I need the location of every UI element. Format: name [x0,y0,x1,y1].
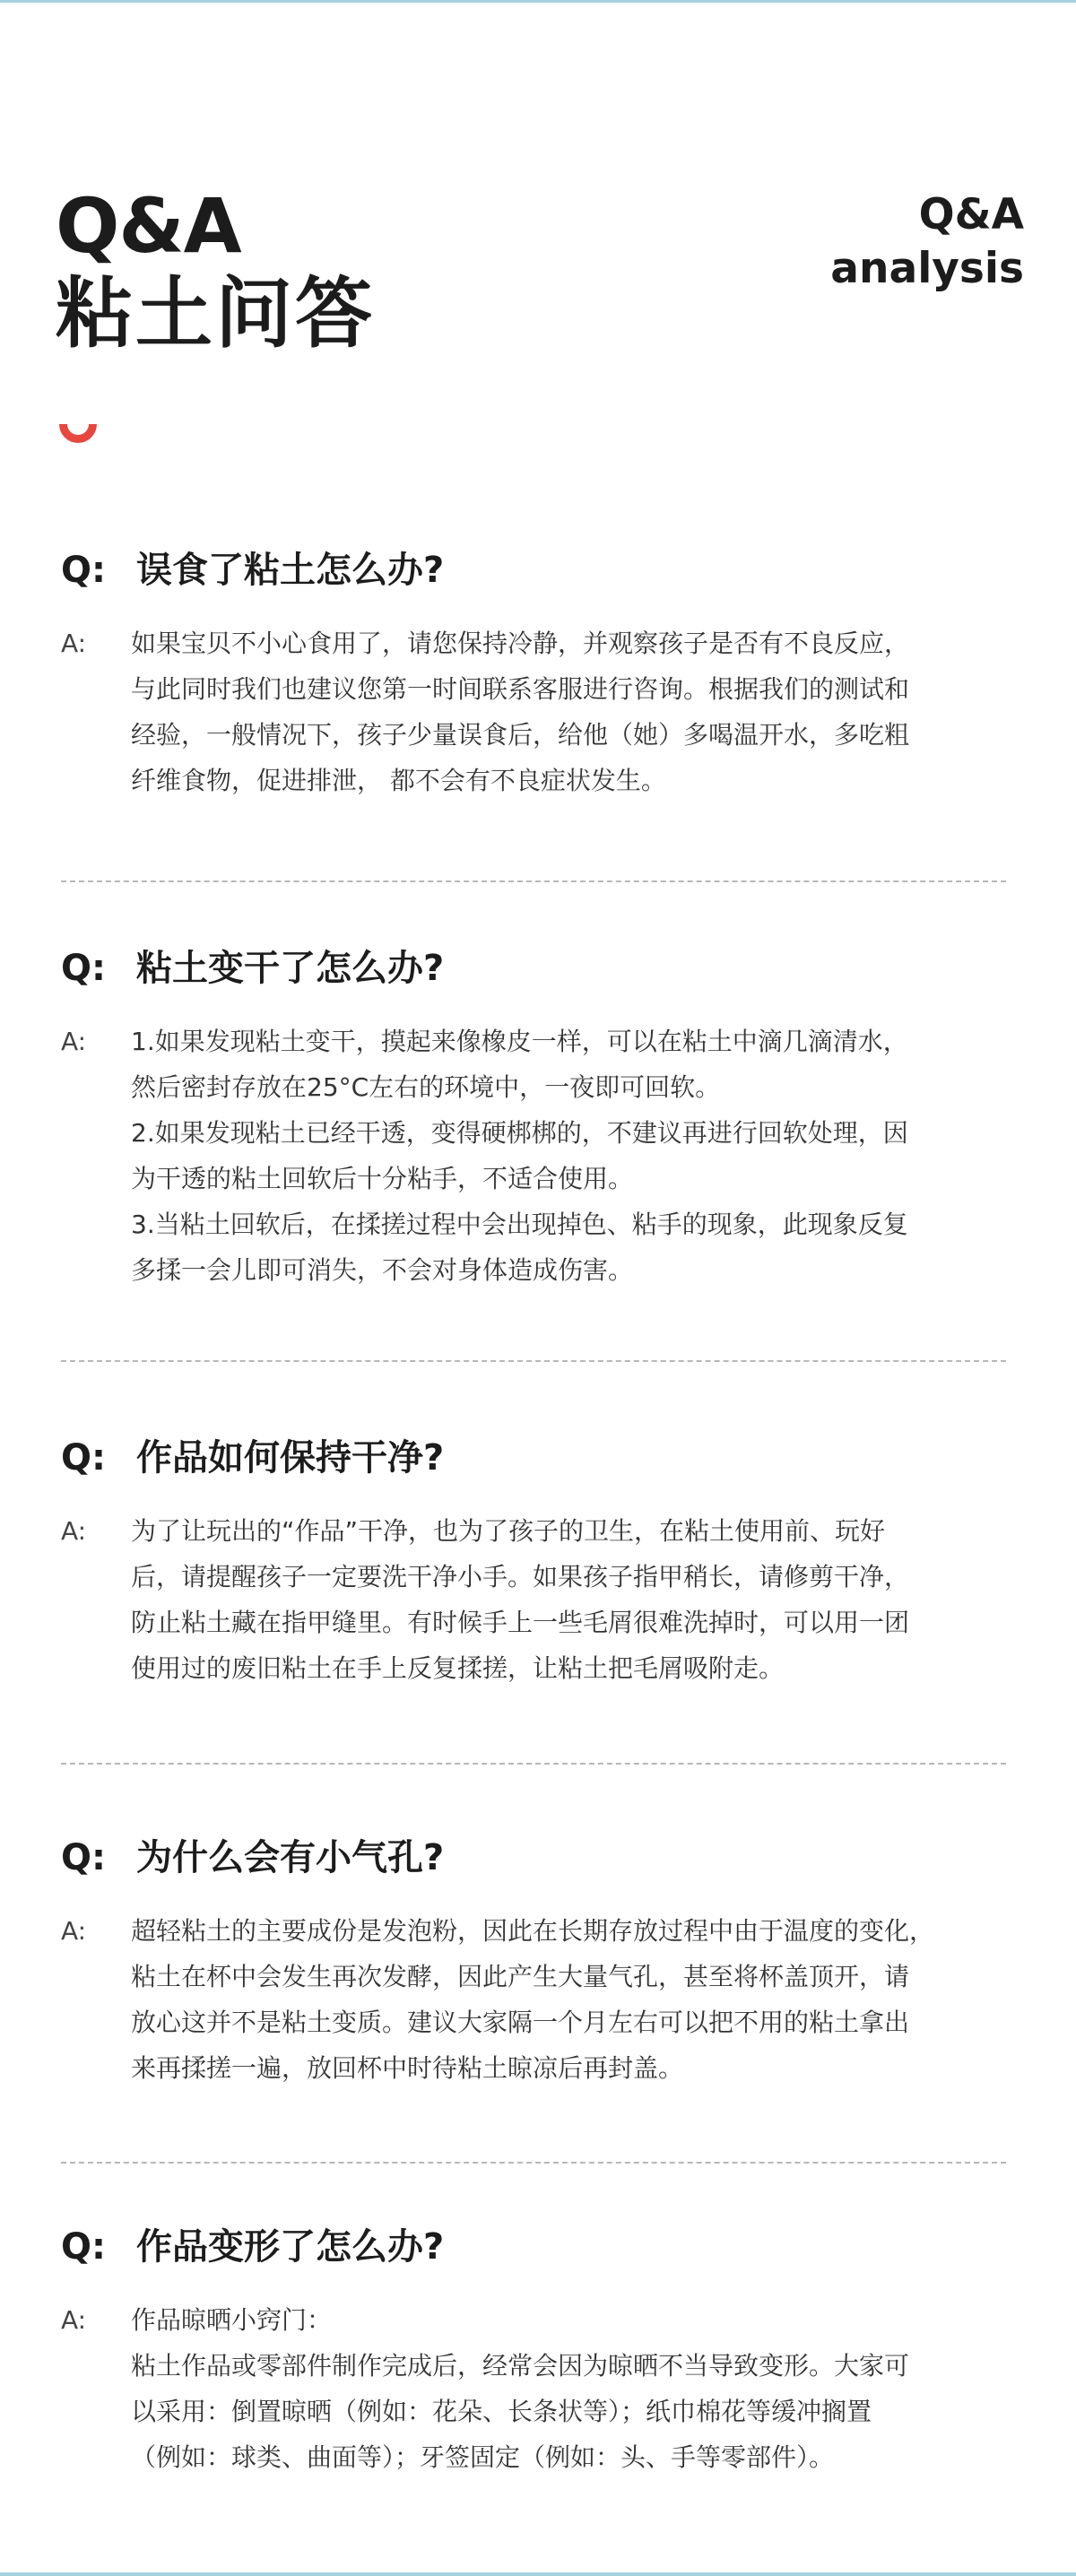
answer-text [131,1908,1006,2091]
question-prefix: Q: [61,948,106,989]
answer-line: 纤维食物，促进排泄， 都不会有不良症状发生。 [131,766,666,795]
question-row [61,943,1006,993]
question-row [61,545,1006,595]
question-row [61,1833,1006,1883]
answer-line: 作品晾晒小窍门： [131,2305,333,2335]
corner-label-line1: Q&A [918,190,1024,239]
question-text: 粘土变干了怎么办? [136,948,445,989]
answer-line: 来再揉搓一遍，放回杯中时待粘土晾凉后再封盖。 [131,2053,684,2083]
qa-item [61,545,1006,803]
answer-line: 为干透的粘土回软后十分粘手，不适合使用。 [131,1164,634,1193]
question-text: 作品如何保持干净? [136,1437,445,1479]
answer-row [61,620,1006,803]
page-title-en: Q&A [56,182,241,270]
corner-label [830,188,1024,296]
answer-prefix: A: [61,1516,87,1546]
answer-text [131,2297,1006,2480]
corner-label-line2: analysis [830,244,1024,293]
question-text: 为什么会有小气孔? [136,1837,445,1878]
question-prefix: Q: [61,550,106,591]
answer-line: 使用过的废旧粘土在手上反复揉搓，让粘土把毛屑吸附走。 [131,1653,785,1683]
question-prefix: Q: [61,1437,106,1479]
question-prefix: Q: [61,2226,106,2268]
answer-line: 3.当粘土回软后，在揉搓过程中会出现掉色、粘手的现象，此现象反复 [131,1210,908,1239]
qa-item [61,1833,1006,2091]
answer-row [61,1508,1006,1691]
qa-item [61,2222,1006,2480]
accent-arc-icon [59,405,97,443]
question-row [61,2222,1006,2272]
answer-line: 2.如果发现粘土已经干透，变得硬梆梆的，不建议再进行回软处理，因 [131,1118,908,1148]
question-text: 误食了粘土怎么办? [136,550,445,591]
answer-line: 为了让玩出的“作品”干净，也为了孩子的卫生，在粘土使用前、玩好 [131,1516,886,1546]
answer-line: 经验，一般情况下，孩子少量误食后，给他（她）多喝温开水，多吃粗 [131,720,910,750]
section-divider [61,1763,1006,1765]
answer-line: 多揉一会儿即可消失，不会对身体造成伤害。 [131,1255,634,1285]
answer-row [61,1019,1006,1293]
question-row [61,1433,1006,1483]
answer-row [61,1908,1006,2091]
question-prefix: Q: [61,1837,106,1878]
page-title [56,183,375,359]
top-border [0,0,1076,3]
answer-line: 后，请提醒孩子一定要洗干净小手。如果孩子指甲稍长，请修剪干净， [131,1562,910,1592]
answer-line: 1.如果发现粘土变干，摸起来像橡皮一样，可以在粘土中滴几滴清水， [131,1027,908,1056]
answer-text [131,1019,1006,1293]
answer-prefix: A: [61,1027,87,1056]
section-divider [61,2162,1006,2164]
answer-text [131,1508,1006,1691]
answer-line: 如果宝贝不小心食用了，请您保持冷静，并观察孩子是否有不良反应， [131,629,910,658]
qa-item [61,1433,1006,1691]
answer-line: 超轻粘土的主要成份是发泡粉，因此在长期存放过程中由于温度的变化， [131,1916,935,1946]
answer-line: 与此同时我们也建议您第一时间联系客服进行咨询。根据我们的测试和 [131,674,910,704]
answer-line: 防止粘土藏在指甲缝里。有时候手上一些毛屑很难洗掉时，可以用一团 [131,1608,910,1637]
section-divider [61,1360,1006,1362]
page-title-zh: 粘土问答 [56,269,375,359]
answer-text [131,620,1006,803]
answer-line: 以采用：倒置晾晒（例如：花朵、长条状等）；纸巾棉花等缓冲搁置 [131,2397,872,2426]
answer-line: （例如：球类、曲面等）；牙签固定（例如：头、手等零部件）。 [131,2442,835,2472]
answer-row [61,2297,1006,2480]
section-divider [61,880,1006,882]
answer-line: 粘土在杯中会发生再次发酵，因此产生大量气孔，甚至将杯盖顶开，请 [131,1962,910,1991]
answer-line: 粘土作品或零部件制作完成后，经常会因为晾晒不当导致变形。大家可 [131,2351,910,2381]
bottom-border [0,2572,1076,2576]
answer-prefix: A: [61,1916,87,1946]
answer-line: 放心这并不是粘土变质。建议大家隔一个月左右可以把不用的粘土拿出 [131,2008,910,2037]
qa-item [61,943,1006,1293]
answer-prefix: A: [61,2305,87,2335]
question-text: 作品变形了怎么办? [136,2226,445,2268]
answer-prefix: A: [61,629,87,658]
answer-line: 然后密封存放在25°C左右的环境中，一夜即可回软。 [131,1072,721,1102]
